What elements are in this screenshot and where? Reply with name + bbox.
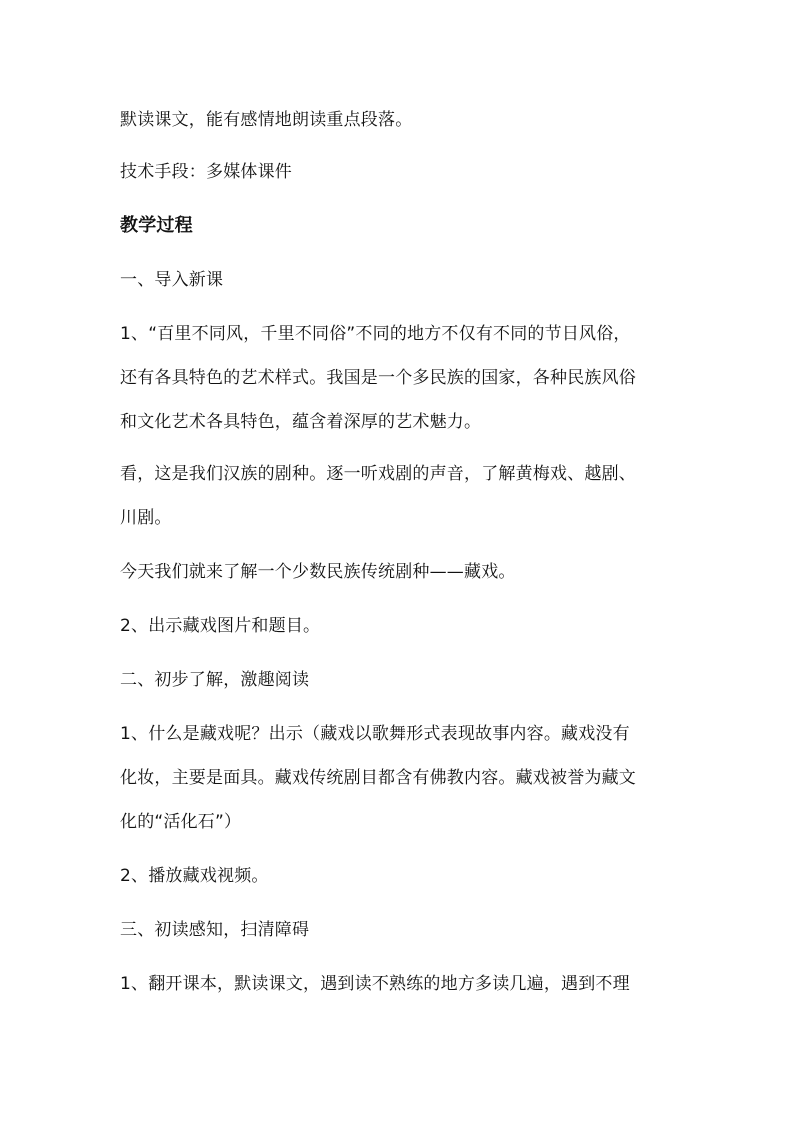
paragraph-line: 1、翻开课本，默读课文，遇到读不熟练的地方多读几遍，遇到不理	[120, 974, 630, 994]
paragraph-line: 化妆，主要是面具。藏戏传统剧目都含有佛教内容。藏戏被誉为藏文	[120, 768, 636, 788]
paragraph-line: 化的“活化石”）	[120, 812, 242, 832]
paragraph-line: 川剧。	[120, 508, 172, 528]
paragraph-line: 和文化艺术各具特色，蕴含着深厚的艺术魅力。	[120, 412, 482, 432]
paragraph-line: 2、出示藏戏图片和题目。	[120, 616, 321, 636]
paragraph-line: 1、什么是藏戏呢？出示（藏戏以歌舞形式表现故事内容。藏戏没有	[120, 724, 630, 744]
tech-means-text: 技术手段：多媒体课件	[120, 162, 292, 182]
objective-text: 默读课文，能有感情地朗读重点段落。	[120, 110, 413, 130]
paragraph-line: 看，这是我们汉族的剧种。逐一听戏剧的声音，了解黄梅戏、越剧、	[120, 464, 636, 484]
step-heading-first-reading: 三、初读感知，扫清障碍	[120, 920, 310, 940]
step-heading-intro: 一、导入新课	[120, 270, 224, 290]
paragraph-line: 1、“百里不同风，千里不同俗”不同的地方不仅有不同的节日风俗，	[120, 324, 631, 344]
paragraph-line: 还有各具特色的艺术样式。我国是一个多民族的国家，各种民族风俗	[120, 368, 636, 388]
paragraph-line: 2、播放藏戏视频。	[120, 866, 269, 886]
paragraph-line: 今天我们就来了解一个少数民族传统剧种——藏戏。	[120, 562, 516, 582]
section-heading-teaching-process: 教学过程	[120, 215, 193, 236]
step-heading-first-understanding: 二、初步了解，激趣阅读	[120, 670, 310, 690]
